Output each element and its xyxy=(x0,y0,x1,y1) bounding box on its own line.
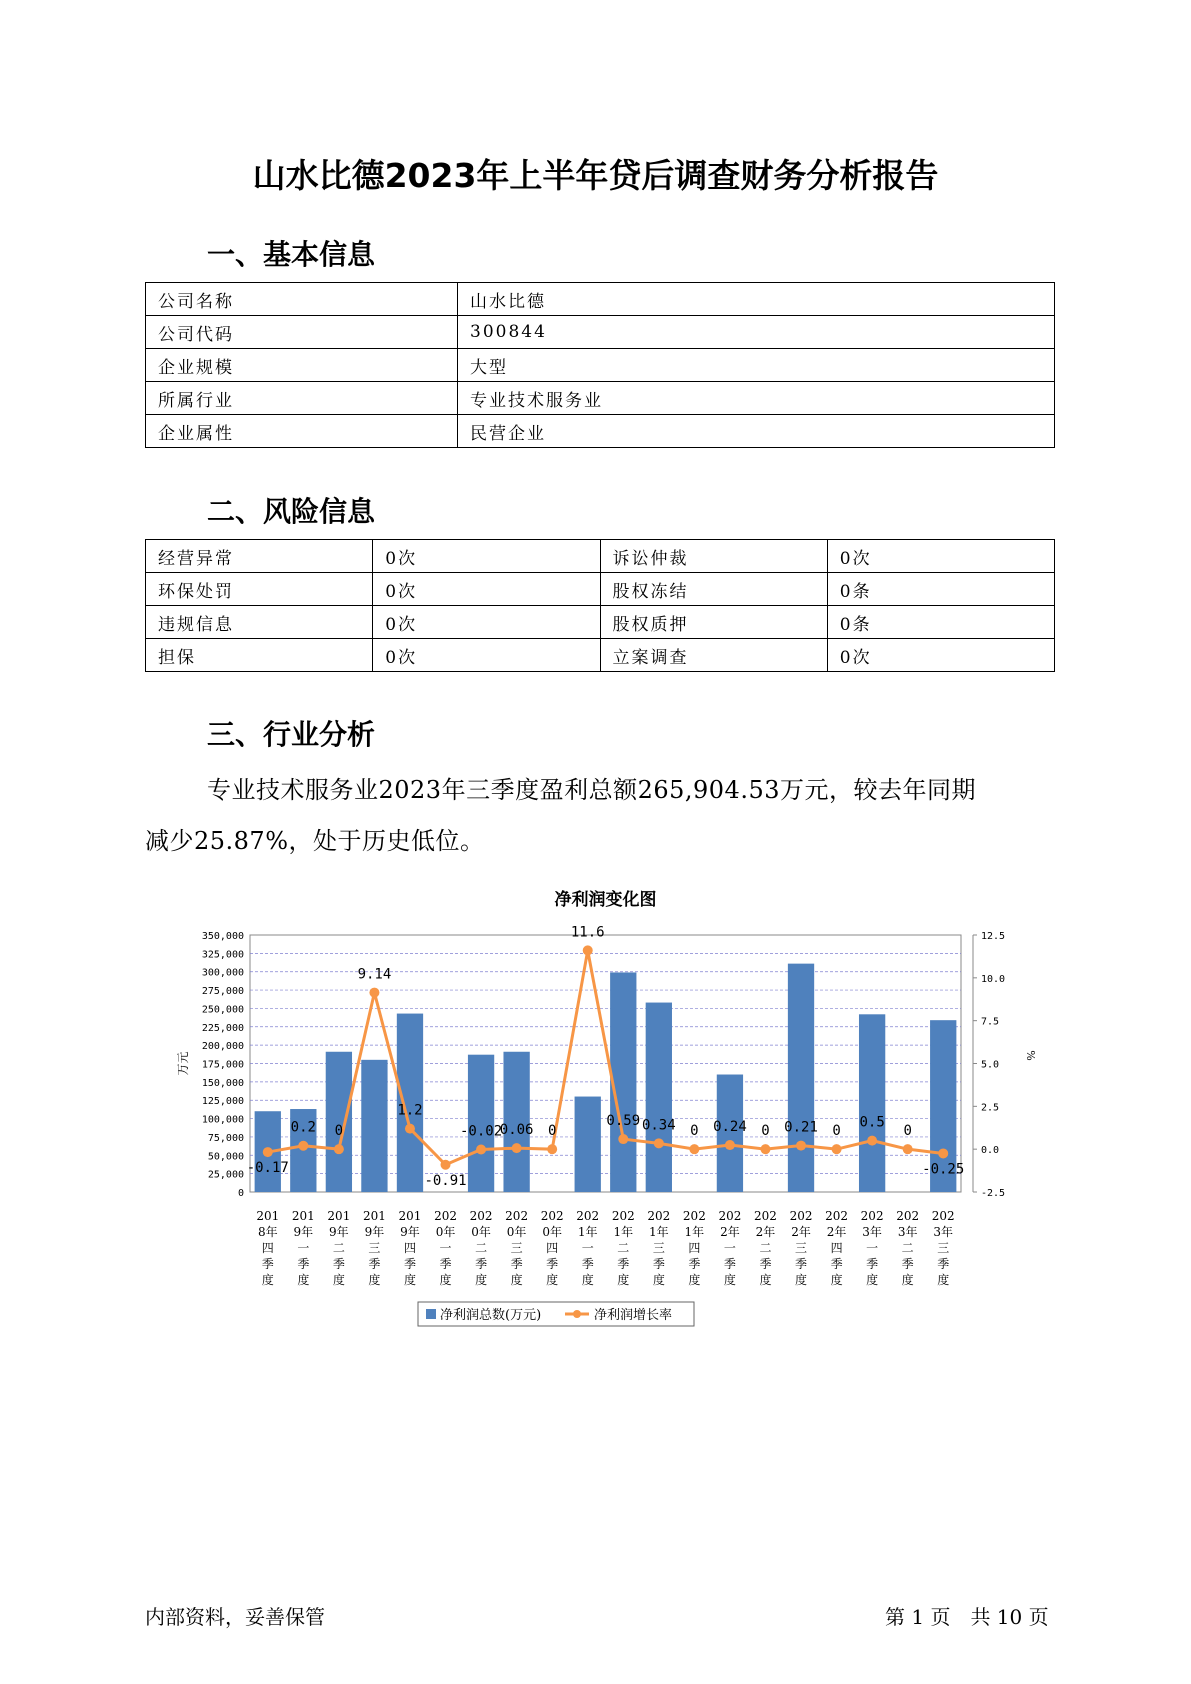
growth-rate-point xyxy=(903,1144,913,1154)
growth-rate-point xyxy=(405,1124,415,1134)
growth-rate-point xyxy=(760,1144,770,1154)
y-tick-label: 175,000 xyxy=(201,1059,244,1071)
risk-value: 0条 xyxy=(827,573,1054,606)
x-category-label: 201 9年四季度 xyxy=(398,1209,422,1287)
bar xyxy=(326,1052,352,1192)
risk-info-table xyxy=(145,539,1055,672)
risk-label: 股权质押 xyxy=(600,606,827,639)
basic-info-value: 专业技术服务业 xyxy=(458,382,1055,415)
x-category-label: 202 2年一季度 xyxy=(718,1209,742,1287)
risk-info-row xyxy=(146,606,1055,639)
risk-label: 诉讼仲裁 xyxy=(600,540,827,573)
growth-rate-point xyxy=(832,1144,842,1154)
x-category-label: 202 0年四季度 xyxy=(540,1209,564,1287)
y-tick-label: 150,000 xyxy=(201,1077,244,1089)
paragraph-line-1: 专业技术服务业2023年三季度盈利总额265,904.53万元，较去年同期 xyxy=(207,776,976,804)
growth-rate-point xyxy=(938,1148,948,1158)
risk-value: 0次 xyxy=(373,573,600,606)
y-tick-label: 325,000 xyxy=(201,949,244,961)
y-tick-label: 200,000 xyxy=(201,1041,244,1053)
x-category-label: 202 2年三季度 xyxy=(789,1209,813,1287)
growth-rate-point xyxy=(796,1141,806,1151)
basic-info-label: 公司名称 xyxy=(146,283,458,316)
x-category-label: 202 1年一季度 xyxy=(576,1209,600,1287)
section-heading-basic-info: 一、基本信息 xyxy=(207,238,376,271)
paragraph-line-2: 减少25.87%，处于历史低位。 xyxy=(145,827,485,855)
growth-rate-point xyxy=(441,1160,451,1170)
report-title: 山水比德2023年上半年贷后调查财务分析报告 xyxy=(252,156,939,195)
risk-value: 0次 xyxy=(827,540,1054,573)
legend-bar-swatch xyxy=(426,1309,436,1319)
basic-info-row xyxy=(146,382,1055,415)
basic-info-row xyxy=(146,316,1055,349)
risk-value: 0条 xyxy=(827,606,1054,639)
section-heading-industry-analysis: 三、行业分析 xyxy=(207,718,376,751)
data-label: 0.21 xyxy=(784,1119,818,1136)
basic-info-label: 企业规模 xyxy=(146,349,458,382)
y-tick-label: 300,000 xyxy=(201,967,244,979)
basic-info-label: 企业属性 xyxy=(146,415,458,448)
x-category-label: 202 3年三季度 xyxy=(931,1209,955,1287)
data-label: 0 xyxy=(547,1123,557,1140)
risk-info-row xyxy=(146,540,1055,573)
growth-rate-point xyxy=(618,1134,628,1144)
basic-info-value: 300844 xyxy=(458,316,1055,349)
x-category-label: 201 9年一季度 xyxy=(291,1209,315,1287)
risk-label: 经营异常 xyxy=(146,540,373,573)
x-category-label: 202 3年二季度 xyxy=(896,1209,920,1287)
footer-page-number: 第 1 页 共 10 页 xyxy=(885,1605,1049,1629)
y-tick-label: 100,000 xyxy=(201,1114,244,1126)
x-category-label: 201 9年二季度 xyxy=(327,1209,351,1287)
data-label: -0.02 xyxy=(459,1123,503,1140)
basic-info-value: 大型 xyxy=(458,349,1055,382)
section-heading-risk-info: 二、风险信息 xyxy=(207,495,376,528)
risk-label: 违规信息 xyxy=(146,606,373,639)
risk-label: 环保处罚 xyxy=(146,573,373,606)
data-label: 0 xyxy=(690,1123,699,1140)
risk-label: 担保 xyxy=(146,639,373,672)
y-tick-label: 350,000 xyxy=(201,931,244,942)
basic-info-row xyxy=(146,283,1055,316)
growth-rate-point xyxy=(725,1140,735,1150)
basic-info-row xyxy=(146,415,1055,448)
x-category-label: 202 0年一季度 xyxy=(434,1209,457,1287)
x-category-label: 202 0年二季度 xyxy=(469,1209,493,1287)
legend-bar-label: 净利润总数(万元) xyxy=(440,1308,542,1323)
risk-value: 0次 xyxy=(827,639,1054,672)
growth-rate-point xyxy=(298,1141,308,1151)
y-tick-label: 275,000 xyxy=(201,986,244,998)
x-category-label: 202 2年二季度 xyxy=(754,1209,777,1287)
x-category-label: 202 1年四季度 xyxy=(682,1209,706,1287)
data-label: -0.91 xyxy=(424,1172,467,1189)
data-label: 0.5 xyxy=(859,1114,885,1131)
y-tick-label: 125,000 xyxy=(201,1096,244,1108)
y2-tick-label: 5.0 xyxy=(981,1059,1000,1071)
risk-label: 股权冻结 xyxy=(600,573,827,606)
growth-rate-point xyxy=(867,1136,877,1146)
bar xyxy=(788,964,814,1192)
data-label: 0.2 xyxy=(290,1119,316,1136)
growth-rate-point xyxy=(334,1144,344,1154)
growth-rate-point xyxy=(512,1143,522,1153)
data-label: 0.34 xyxy=(641,1117,676,1134)
x-category-label: 201 8年四季度 xyxy=(256,1209,280,1287)
risk-label: 立案调查 xyxy=(600,639,827,672)
y-tick-label: 50,000 xyxy=(207,1151,244,1163)
y2-tick-label: 7.5 xyxy=(981,1016,1000,1028)
data-label: 0 xyxy=(903,1123,912,1140)
basic-info-label: 公司代码 xyxy=(146,316,458,349)
risk-value: 0次 xyxy=(373,639,600,672)
growth-rate-point xyxy=(654,1138,664,1148)
data-label: 0.24 xyxy=(713,1119,747,1136)
x-category-label: 202 1年二季度 xyxy=(611,1209,635,1287)
data-label: 0 xyxy=(334,1123,344,1140)
y-axis-title: 万元 xyxy=(176,1051,190,1076)
x-category-label: 202 2年四季度 xyxy=(825,1209,849,1287)
y-tick-label: 225,000 xyxy=(201,1022,244,1034)
x-category-label: 202 1年三季度 xyxy=(647,1209,671,1287)
bar xyxy=(361,1060,387,1192)
y2-axis-title: % xyxy=(1024,1050,1037,1061)
growth-rate-point xyxy=(369,988,379,998)
data-label: 0 xyxy=(832,1123,841,1140)
y-tick-label: 250,000 xyxy=(201,1004,244,1016)
growth-rate-point xyxy=(476,1145,486,1155)
risk-info-row xyxy=(146,639,1055,672)
basic-info-value: 民营企业 xyxy=(458,415,1055,448)
y-tick-label: 0 xyxy=(237,1188,244,1199)
data-label: 0 xyxy=(761,1123,770,1140)
x-category-label: 202 3年一季度 xyxy=(860,1209,884,1287)
growth-rate-point xyxy=(689,1144,699,1154)
risk-info-row xyxy=(146,573,1055,606)
data-label: 0.06 xyxy=(499,1122,534,1139)
growth-rate-point xyxy=(583,945,593,955)
basic-info-row xyxy=(146,349,1055,382)
basic-info-value: 山水比德 xyxy=(458,283,1055,316)
data-label: 0.59 xyxy=(606,1113,641,1130)
data-label: 11.6 xyxy=(570,924,605,941)
y2-tick-label: 0.0 xyxy=(981,1145,1000,1157)
bar xyxy=(646,1003,672,1192)
y2-tick-label: 2.5 xyxy=(981,1102,1000,1114)
y-tick-label: 25,000 xyxy=(207,1169,244,1181)
x-category-label: 201 9年三季度 xyxy=(362,1209,386,1287)
net-profit-chart xyxy=(175,880,1045,1340)
legend-line-marker xyxy=(573,1310,581,1318)
footer-confidential: 内部资料，妥善保管 xyxy=(145,1605,325,1629)
risk-value: 0次 xyxy=(373,606,600,639)
risk-value: 0次 xyxy=(373,540,600,573)
growth-rate-point xyxy=(547,1144,557,1154)
bar xyxy=(575,1097,601,1192)
y-tick-label: 75,000 xyxy=(207,1132,244,1144)
data-label: 1.2 xyxy=(397,1102,423,1119)
basic-info-table xyxy=(145,282,1055,448)
y2-tick-label: -2.5 xyxy=(981,1188,1006,1199)
data-label: 9.14 xyxy=(357,966,392,983)
basic-info-label: 所属行业 xyxy=(146,382,458,415)
industry-analysis-paragraph xyxy=(145,765,1055,867)
data-label: -0.25 xyxy=(922,1161,965,1178)
x-category-label: 202 0年三季度 xyxy=(505,1209,529,1287)
y2-tick-label: 10.0 xyxy=(981,973,1006,985)
growth-rate-point xyxy=(263,1147,273,1157)
legend-line-label: 净利润增长率 xyxy=(594,1308,673,1323)
bar xyxy=(859,1014,885,1192)
y2-tick-label: 12.5 xyxy=(981,931,1006,942)
data-label: -0.17 xyxy=(246,1160,289,1177)
chart-title: 净利润变化图 xyxy=(554,890,657,910)
